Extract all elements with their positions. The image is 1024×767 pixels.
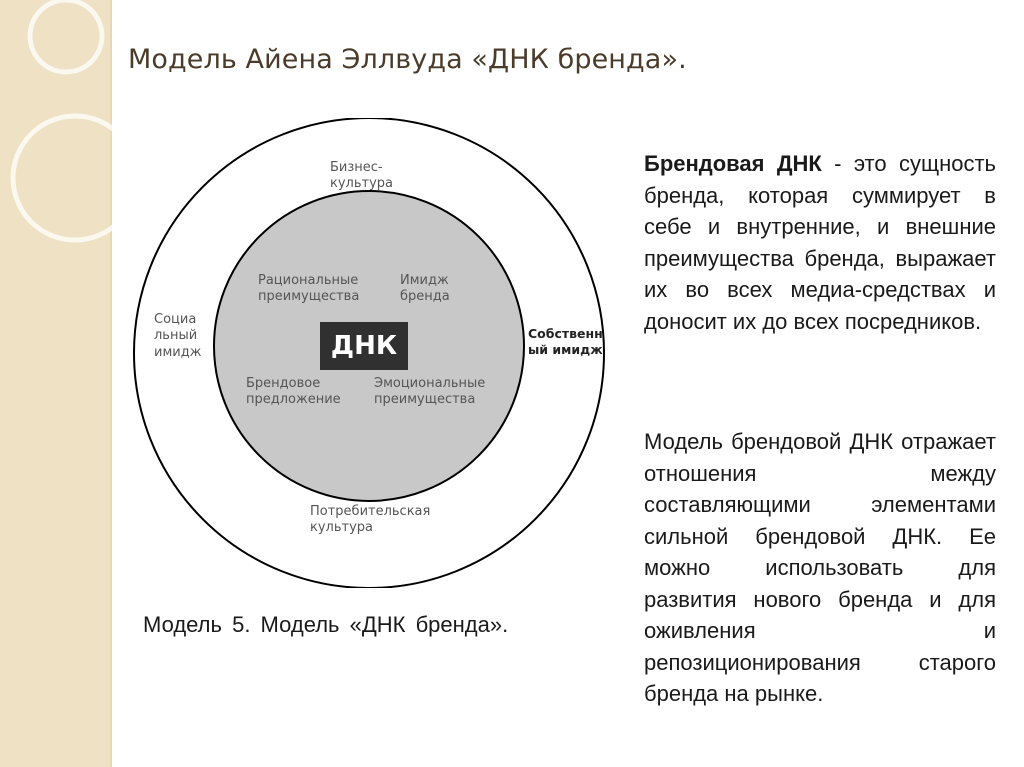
definition-term: Брендовая ДНК <box>644 151 822 176</box>
figure-caption: Модель 5. Модель «ДНК бренда». <box>143 612 509 637</box>
label-own-image: Собственн ый имидж <box>528 326 603 357</box>
deco-ring-large <box>13 116 112 240</box>
deco-ring-small <box>30 0 102 72</box>
label-social-image: Социа льный имидж <box>154 312 202 360</box>
label-consumer-culture: Потребительская культура <box>310 504 431 536</box>
definition-text: - это сущность бренда, которая суммирует в себе и внутренние, и внешние преимущества бренда, выражает их во всех медиа-средствах и доносит их до всех посредников. <box>644 151 996 334</box>
label-brand-image: Имидж бренда <box>400 273 450 305</box>
model-description-paragraph: Модель брендовой ДНК отражает отношения между составляющими элементами сильной брендовой ДНК. Ее можно использовать для развития нового бренда и для оживления и репозиционирования старого бренда на рынке. <box>644 429 996 706</box>
slide-title: Модель Айена Эллвуда «ДНК бренда». <box>128 44 687 75</box>
definition-paragraph <box>644 148 996 337</box>
label-business-culture: Бизнес- культура <box>330 160 394 192</box>
label-emotional-benefits: Эмоциональные преимущества <box>374 376 486 408</box>
dna-center-box: ДНК <box>320 322 408 370</box>
label-rational-benefits: Рациональные преимущества <box>258 273 360 305</box>
label-brand-offer: Брендовое предложение <box>246 376 341 408</box>
decorative-rings <box>0 0 112 767</box>
